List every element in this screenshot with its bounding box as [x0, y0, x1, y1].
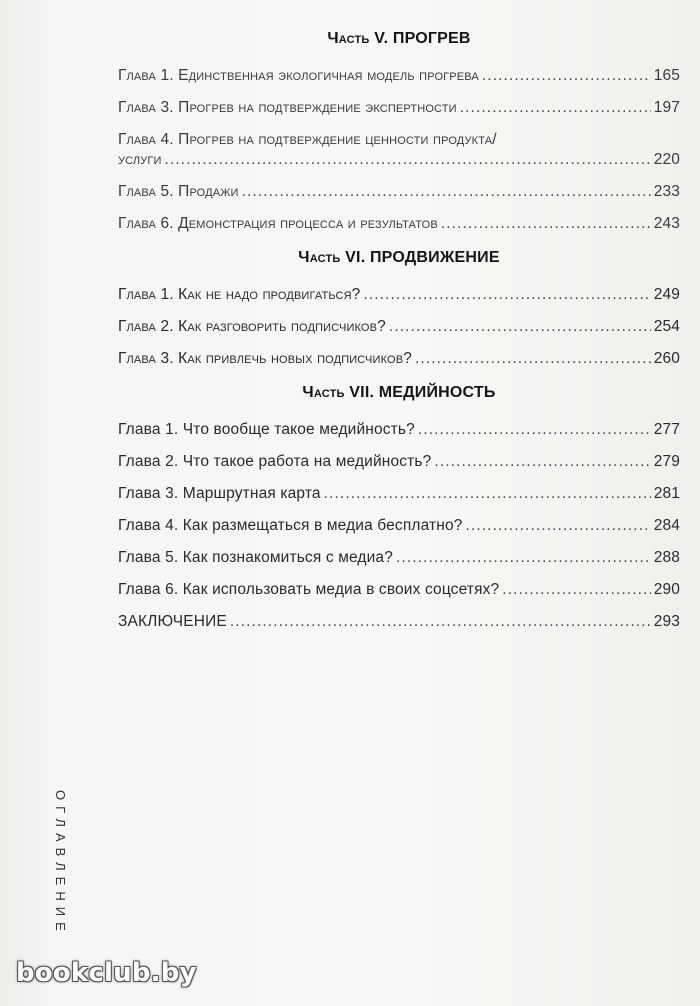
entry-page: 290 — [653, 581, 680, 598]
running-head-vertical: ОГЛАВЛЕНИЕ — [53, 790, 68, 937]
toc-entry — [118, 273, 680, 305]
toc-entry — [118, 337, 680, 369]
entry-title: Глава 1. Что вообще такое медийность? — [118, 421, 415, 438]
toc-entry — [118, 86, 680, 118]
part-name: V. ПРОГРЕВ — [374, 30, 471, 47]
entry-page: 277 — [653, 421, 680, 438]
entry-page: 254 — [653, 318, 680, 335]
dot-leader — [460, 98, 651, 118]
dot-leader — [466, 516, 651, 536]
entry-page: 233 — [653, 183, 680, 200]
dot-leader — [324, 484, 651, 504]
entry-title: Глава 4. Как размещаться в медиа бесплатно? — [118, 517, 463, 534]
dot-leader — [396, 548, 651, 568]
entry-title-continued: услуги — [118, 151, 162, 168]
toc-entry — [118, 504, 680, 536]
part-name: VII. МЕДИЙНОСТЬ — [349, 384, 496, 401]
entry-page: 249 — [653, 286, 680, 303]
entry-page: 220 — [653, 151, 680, 168]
dot-leader — [482, 66, 651, 86]
entry-title: Глава 6. Демонстрация процесса и результатов — [118, 215, 438, 232]
entry-title: Глава 3. Маршрутная карта — [118, 485, 321, 502]
dot-leader — [502, 580, 650, 600]
table-of-contents — [118, 24, 680, 632]
part-v — [118, 24, 680, 234]
dot-leader — [242, 182, 651, 202]
entry-title: Глава 1. Единственная экологичная модель прогрева — [118, 67, 479, 84]
toc-entry — [118, 305, 680, 337]
dot-leader — [230, 612, 651, 632]
entry-page: 288 — [653, 549, 680, 566]
toc-entry — [118, 202, 680, 234]
entry-title: Глава 2. Что такое работа на медийность? — [118, 453, 432, 470]
toc-entry — [118, 440, 680, 472]
entry-page: 281 — [653, 485, 680, 502]
entry-page: 279 — [653, 453, 680, 470]
entry-page: 260 — [653, 350, 680, 367]
part-prefix: Часть — [298, 249, 341, 266]
part-title — [118, 243, 680, 273]
toc-entry-conclusion — [118, 600, 680, 632]
dot-leader — [415, 349, 651, 369]
part-name: VI. ПРОДВИЖЕНИЕ — [345, 249, 500, 266]
part-prefix: Часть — [327, 30, 370, 47]
entry-title: ЗАКЛЮЧЕНИЕ — [118, 613, 227, 630]
part-prefix: Часть — [302, 384, 345, 401]
toc-entry — [118, 536, 680, 568]
dot-leader — [165, 150, 651, 170]
entry-page: 284 — [653, 517, 680, 534]
toc-entry — [118, 54, 680, 86]
dot-leader — [363, 285, 650, 305]
toc-entry — [118, 472, 680, 504]
toc-entry — [118, 568, 680, 600]
entry-title: Глава 3. Прогрев на подтверждение экспертности — [118, 99, 457, 116]
toc-entry — [118, 170, 680, 202]
watermark: bookclub.by — [16, 958, 197, 988]
entry-title: Глава 1. Как не надо продвигаться? — [118, 286, 361, 303]
entry-page: 293 — [653, 613, 680, 630]
entry-title: Глава 5. Как познакомиться с медиа? — [118, 549, 393, 566]
entry-title: Глава 5. Продажи — [118, 183, 239, 200]
entry-title: Глава 3. Как привлечь новых подписчиков? — [118, 350, 412, 367]
dot-leader — [441, 214, 651, 234]
dot-leader — [434, 452, 650, 472]
toc-entry — [118, 408, 680, 440]
dot-leader — [389, 317, 651, 337]
part-title — [118, 378, 680, 408]
entry-page: 243 — [653, 215, 680, 232]
entry-page: 165 — [653, 67, 680, 84]
toc-entry — [118, 118, 680, 170]
entry-title: Глава 2. Как разговорить подписчиков? — [118, 318, 386, 335]
entry-page: 197 — [653, 99, 680, 116]
entry-title: Глава 6. Как использовать медиа в своих соцсетях? — [118, 581, 500, 598]
part-vi — [118, 243, 680, 369]
dot-leader — [418, 420, 651, 440]
part-vii — [118, 378, 680, 632]
part-title — [118, 24, 680, 54]
entry-title: Глава 4. Прогрев на подтверждение ценности продукта/ — [118, 131, 497, 148]
